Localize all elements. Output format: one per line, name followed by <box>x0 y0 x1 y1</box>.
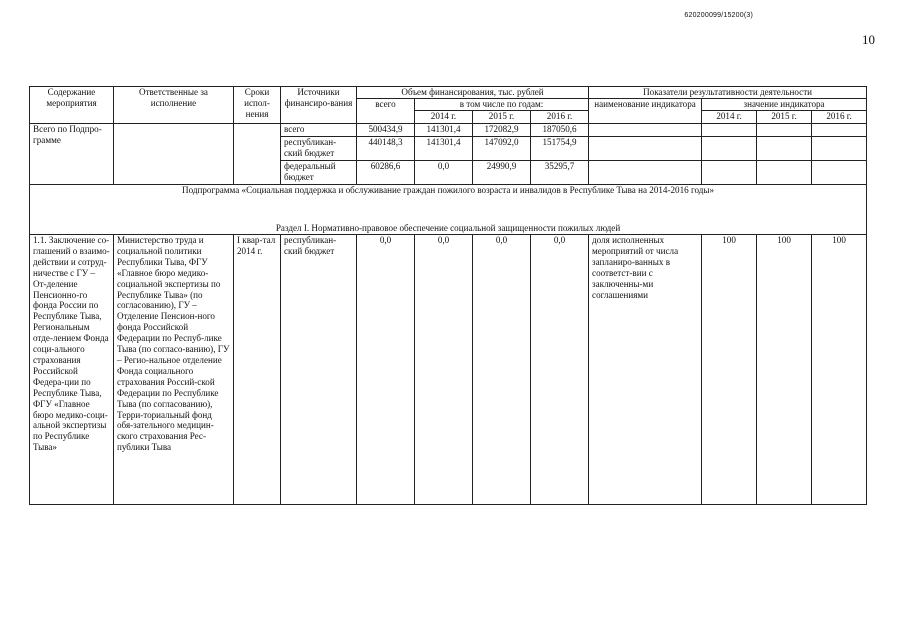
header-sources: Источники финансиро-вания <box>281 87 357 124</box>
item-indicator-2016: 100 <box>812 235 867 505</box>
federal-source: федеральный бюджет <box>281 161 357 185</box>
item-2016: 0,0 <box>531 235 589 505</box>
empty-cell <box>589 161 702 185</box>
federal-2015: 24990,9 <box>473 161 531 185</box>
empty-cell <box>757 161 812 185</box>
republican-2014: 141301,4 <box>415 137 473 161</box>
header-indicator-year-2014: 2014 г. <box>702 111 757 124</box>
total-terms-empty <box>234 124 281 185</box>
header-indicator-name: наименование индикатора <box>589 99 702 124</box>
empty-cell <box>812 161 867 185</box>
item-indicator-name: доля исполненных мероприятий от числа запланиро-ванных в соответст-вии с заключенны-ми соглашениями <box>589 235 702 505</box>
empty-cell <box>812 137 867 161</box>
federal-sum: 60286,6 <box>357 161 415 185</box>
total-2016: 187050,6 <box>531 124 589 137</box>
empty-cell <box>589 124 702 137</box>
section-row <box>30 222 867 235</box>
empty-cell <box>702 137 757 161</box>
subprogram-title: Подпрограмма «Социальная поддержка и обслуживание граждан пожилого возраста и инвалидов в Республике Тыва на 2014-2016 годы» <box>30 185 867 222</box>
header-indicator-year-2016: 2016 г. <box>812 111 867 124</box>
republican-2016: 151754,9 <box>531 137 589 161</box>
header-terms: Сроки испол-нения <box>234 87 281 124</box>
header-finance-volume: Объем финансирования, тыс. рублей <box>357 87 589 99</box>
item-responsible: Министерство труда и социальной политики Республики Тыва, ФГУ «Главное бюро медико-социальной экспертизы по Республике Тыва» (по согласованию), ГУ – Отделение Пенсион-ного фонда Российской Федерации по Респуб-лике Тыва (по согласо-ванию), ГУ – Регио-нальное отделение Фонда социального страхования Россий-ской Федерации по Республике Тыва (по согласованию), Терри-ториальный фонд обя-зательного медицин-ского страхования Рес-публики Тыва <box>114 235 234 505</box>
total-source: всего <box>281 124 357 137</box>
header-indicator-value: значение индикатора <box>702 99 867 111</box>
item-2015: 0,0 <box>473 235 531 505</box>
header-row-1 <box>30 87 867 99</box>
item-indicator-2014: 100 <box>702 235 757 505</box>
empty-cell <box>812 124 867 137</box>
section-title: Раздел I. Нормативно-правовое обеспечение социальной защищенности пожилых людей <box>30 222 867 235</box>
header-by-years: в том числе по годам: <box>415 99 589 111</box>
header-indicators: Показатели результативности деятельности <box>589 87 867 99</box>
republican-sum: 440148,3 <box>357 137 415 161</box>
header-indicator-year-2015: 2015 г. <box>757 111 812 124</box>
empty-cell <box>702 124 757 137</box>
header-year-2015: 2015 г. <box>473 111 531 124</box>
header-year-2014: 2014 г. <box>415 111 473 124</box>
total-2015: 172082,9 <box>473 124 531 137</box>
republican-2015: 147092,0 <box>473 137 531 161</box>
total-row <box>30 124 867 137</box>
empty-cell <box>589 137 702 161</box>
item-terms: I квар-тал 2014 г. <box>234 235 281 505</box>
federal-2016: 35295,7 <box>531 161 589 185</box>
republican-source: республикан-ский бюджет <box>281 137 357 161</box>
header-total: всего <box>357 99 415 124</box>
item-total: 0,0 <box>357 235 415 505</box>
empty-cell <box>757 137 812 161</box>
item-content: 1.1. Заключение со-глашений о взаимо-действии и сотруд-ничестве с ГУ – От-деление Пенсионно-го фонда России по Республике Тыва, Региональным отде-лением Фонда соци-ального страхования Российской Федера-ции по Республике Тыва, ФГУ «Главное бюро медико-соци-альной экспертизы по Республике Тыва» <box>30 235 114 505</box>
header-year-2016: 2016 г. <box>531 111 589 124</box>
empty-cell <box>757 124 812 137</box>
total-2014: 141301,4 <box>415 124 473 137</box>
item-row <box>30 235 867 505</box>
program-table <box>29 86 867 505</box>
empty-cell <box>702 161 757 185</box>
federal-2014: 0,0 <box>415 161 473 185</box>
subprogram-row <box>30 185 867 222</box>
item-2014: 0,0 <box>415 235 473 505</box>
total-label: Всего по Подпро-грамме <box>30 124 114 185</box>
header-responsible: Ответственные за исполнение <box>114 87 234 124</box>
total-responsible-empty <box>114 124 234 185</box>
page-number: 10 <box>862 32 875 47</box>
item-source: республикан-ский бюджет <box>281 235 357 505</box>
document-number: 620200099/15200(3) <box>684 12 753 19</box>
header-content: Содержание мероприятия <box>30 87 114 124</box>
item-indicator-2015: 100 <box>757 235 812 505</box>
total-sum: 500434,9 <box>357 124 415 137</box>
